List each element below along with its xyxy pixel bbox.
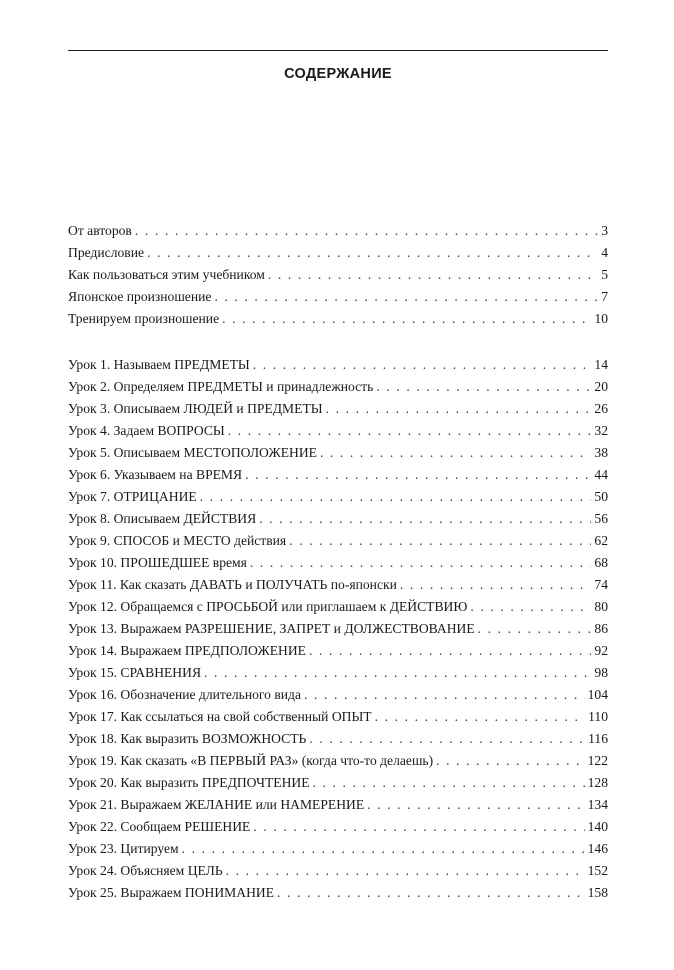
page-number: 80 (594, 599, 608, 614)
page-number: 38 (594, 445, 608, 460)
entry-title: Урок 2. Определяем ПРЕДМЕТЫ и принадлежность (68, 379, 374, 394)
page-number: 86 (594, 621, 608, 636)
entry-title: Урок 23. Цитируем (68, 841, 179, 856)
entry-title: Урок 5. Описываем МЕСТОПОЛОЖЕНИЕ (68, 445, 317, 460)
toc-entry[interactable] (68, 220, 608, 242)
toc-lesson-entry[interactable] (68, 860, 608, 882)
toc-lesson-entry[interactable] (68, 354, 608, 376)
toc-lesson-entry[interactable] (68, 772, 608, 794)
toc-lesson-entry[interactable] (68, 706, 608, 728)
dot-leader (253, 816, 584, 838)
page-number: 50 (594, 489, 608, 504)
toc-lesson-entry[interactable] (68, 376, 608, 398)
toc-lesson-entry[interactable] (68, 596, 608, 618)
page-number: 122 (587, 753, 608, 768)
dot-leader (376, 376, 591, 398)
dot-leader (200, 486, 592, 508)
dot-leader (259, 508, 591, 530)
entry-title: Урок 4. Задаем ВОПРОСЫ (68, 423, 225, 438)
toc-lesson-entry[interactable] (68, 816, 608, 838)
entry-title: Как пользоваться этим учебником (68, 267, 265, 282)
entry-title: Предисловие (68, 245, 145, 260)
dot-leader (400, 574, 592, 596)
toc-lesson-entry[interactable] (68, 794, 608, 816)
entry-title: Урок 8. Описываем ДЕЙСТВИЯ (68, 511, 257, 526)
dot-leader (250, 552, 592, 574)
top-rule (68, 50, 608, 51)
entry-title: Урок 19. Как сказать «В ПЕРВЫЙ РАЗ» (когда что-то делаешь) (68, 753, 434, 768)
toc-lesson-entry[interactable] (68, 750, 608, 772)
entry-title: Урок 15. СРАВНЕНИЯ (68, 665, 202, 680)
dot-leader (222, 308, 591, 330)
dot-leader (226, 860, 585, 882)
dot-leader (309, 640, 591, 662)
toc-lesson-entry[interactable] (68, 838, 608, 860)
page-number: 62 (594, 533, 608, 548)
entry-title: Урок 21. Выражаем ЖЕЛАНИЕ или НАМЕРЕНИЕ (68, 797, 365, 812)
page-number: 92 (594, 643, 608, 658)
entry-title: Урок 17. Как ссылаться на свой собственный ОПЫТ (68, 709, 372, 724)
dot-leader (304, 684, 585, 706)
dot-leader (204, 662, 591, 684)
toc-entry[interactable] (68, 308, 608, 330)
toc-lessons (68, 354, 608, 904)
toc-lesson-entry[interactable] (68, 464, 608, 486)
toc-entry[interactable] (68, 264, 608, 286)
entry-title: Урок 9. СПОСОБ и МЕСТО действия (68, 533, 287, 548)
toc-lesson-entry[interactable] (68, 662, 608, 684)
dot-leader (313, 772, 585, 794)
page-number: 110 (588, 709, 608, 724)
page-number: 26 (594, 401, 608, 416)
entry-title: Урок 12. Обращаемся с ПРОСЬБОЙ или приглашаем к ДЕЙСТВИЮ (68, 599, 468, 614)
page-number: 4 (601, 245, 608, 260)
dot-leader (309, 728, 585, 750)
page-number: 152 (587, 863, 608, 878)
entry-title: Урок 3. Описываем ЛЮДЕЙ и ПРЕДМЕТЫ (68, 401, 323, 416)
entry-title: Урок 13. Выражаем РАЗРЕШЕНИЕ, ЗАПРЕТ и ДОЛЖЕСТВОВАНИЕ (68, 621, 475, 636)
toc-entry[interactable] (68, 286, 608, 308)
entry-title: Урок 14. Выражаем ПРЕДПОЛОЖЕНИЕ (68, 643, 306, 658)
toc-lesson-entry[interactable] (68, 420, 608, 442)
toc-lesson-entry[interactable] (68, 398, 608, 420)
page-title: СОДЕРЖАНИЕ (284, 66, 392, 82)
dot-leader (268, 264, 598, 286)
dot-leader (367, 794, 584, 816)
entry-title: Японское произношение (68, 289, 212, 304)
page-number: 68 (594, 555, 608, 570)
entry-title: Урок 10. ПРОШЕДШЕЕ время (68, 555, 247, 570)
toc-lesson-entry[interactable] (68, 530, 608, 552)
entry-title: Урок 7. ОТРИЦАНИЕ (68, 489, 197, 504)
page-number: 10 (594, 311, 608, 326)
dot-leader (470, 596, 591, 618)
dot-leader (375, 706, 586, 728)
page-number: 104 (587, 687, 608, 702)
toc-lesson-entry[interactable] (68, 486, 608, 508)
dot-leader (253, 354, 592, 376)
entry-title: Урок 6. Указываем на ВРЕМЯ (68, 467, 243, 482)
page-number: 20 (594, 379, 608, 394)
page-number: 3 (601, 223, 608, 238)
dot-leader (478, 618, 592, 640)
page-number: 158 (587, 885, 608, 900)
page-number: 56 (594, 511, 608, 526)
toc-lesson-entry[interactable] (68, 508, 608, 530)
entry-title: Урок 22. Сообщаем РЕШЕНИЕ (68, 819, 251, 834)
toc-lesson-entry[interactable] (68, 640, 608, 662)
page-number: 128 (587, 775, 608, 790)
toc-lesson-entry[interactable] (68, 552, 608, 574)
dot-leader (214, 286, 598, 308)
page-number: 134 (587, 797, 608, 812)
entry-title: Урок 18. Как выразить ВОЗМОЖНОСТЬ (68, 731, 307, 746)
dot-leader (147, 242, 598, 264)
dot-leader (182, 838, 585, 860)
entry-title: Урок 16. Обозначение длительного вида (68, 687, 302, 702)
toc-lesson-entry[interactable] (68, 728, 608, 750)
dot-leader (277, 882, 585, 904)
entry-title: От авторов (68, 223, 132, 238)
dot-leader (436, 750, 584, 772)
entry-title: Урок 25. Выражаем ПОНИМАНИЕ (68, 885, 275, 900)
page-number: 116 (588, 731, 608, 746)
page-number: 5 (601, 267, 608, 282)
entry-title: Урок 1. Называем ПРЕДМЕТЫ (68, 357, 250, 372)
dot-leader (320, 442, 591, 464)
entry-title: Урок 20. Как выразить ПРЕДПОЧТЕНИЕ (68, 775, 310, 790)
toc-lesson-entry[interactable] (68, 882, 608, 904)
toc-lesson-entry[interactable] (68, 574, 608, 596)
dot-leader (228, 420, 592, 442)
entry-title: Тренируем произношение (68, 311, 220, 326)
toc-lesson-entry[interactable] (68, 618, 608, 640)
page-number: 32 (594, 423, 608, 438)
toc-front-matter (68, 220, 608, 330)
dot-leader (289, 530, 591, 552)
page-number: 140 (587, 819, 608, 834)
dot-leader (245, 464, 591, 486)
page-number: 74 (594, 577, 608, 592)
entry-title: Урок 24. Объясняем ЦЕЛЬ (68, 863, 223, 878)
page-number: 146 (587, 841, 608, 856)
entry-title: Урок 11. Как сказать ДАВАТЬ и ПОЛУЧАТЬ по-японски (68, 577, 397, 592)
page-number: 7 (601, 289, 608, 304)
page-number: 98 (594, 665, 608, 680)
toc-entry[interactable] (68, 242, 608, 264)
toc-lesson-entry[interactable] (68, 442, 608, 464)
dot-leader (135, 220, 598, 242)
toc-lesson-entry[interactable] (68, 684, 608, 706)
page-number: 44 (594, 467, 608, 482)
dot-leader (326, 398, 592, 420)
page-number: 14 (594, 357, 608, 372)
